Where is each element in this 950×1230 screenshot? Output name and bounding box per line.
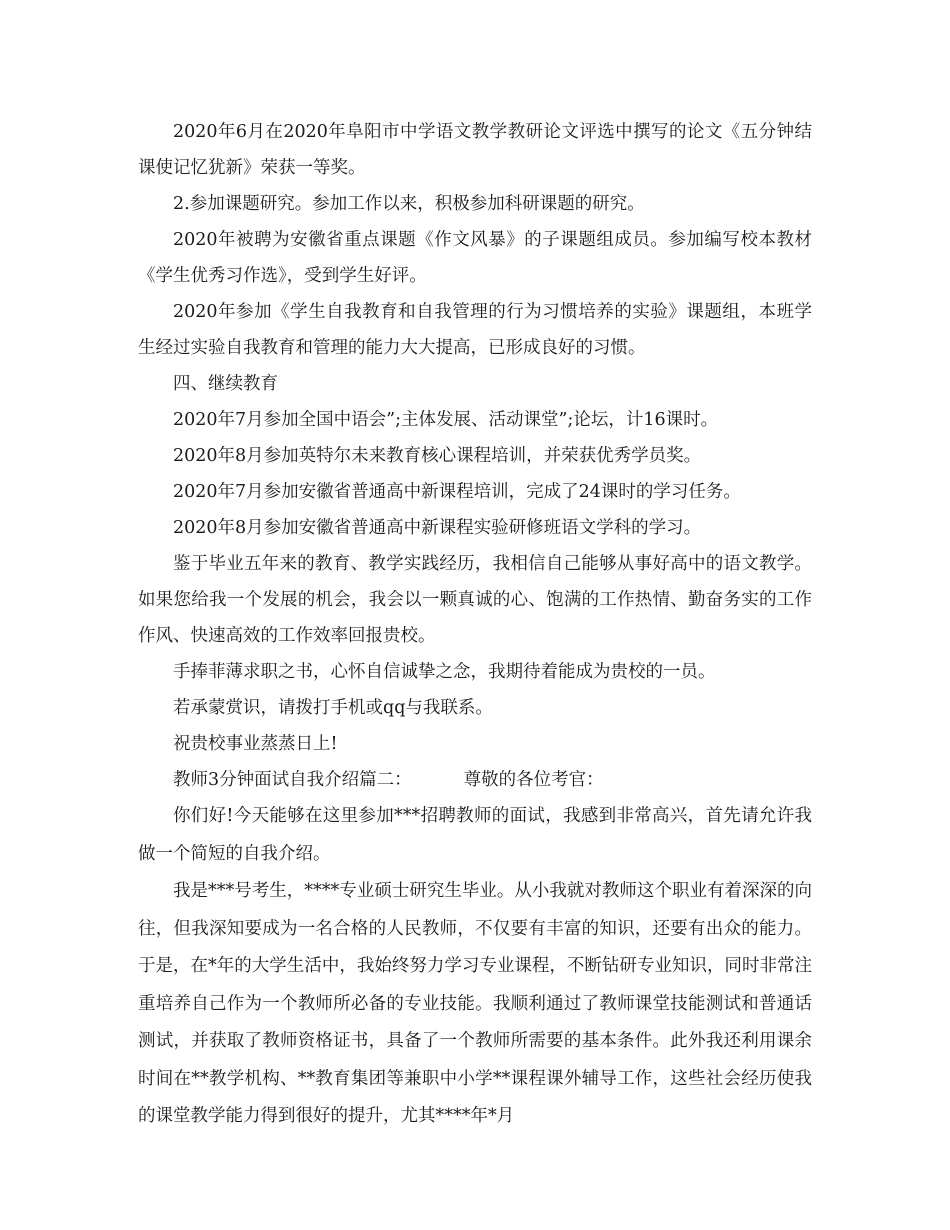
paragraph-habit-experiment: 2020年参加《学生自我教育和自我管理的行为习惯培养的实验》课题组，本班学生经过实验自我教育和管理的能力大大提高，已形成良好的习惯。	[138, 302, 812, 358]
paragraph-closing-2: 若承蒙赏识，请拨打手机或qq与我联系。	[173, 698, 493, 718]
paragraph-section-two-title	[138, 762, 812, 798]
paragraph-training-3: 2020年7月参加安徽省普通高中新课程培训，完成了24课时的学习任务。	[173, 482, 741, 502]
paragraph-training-2: 2020年8月参加英特尔未来教育核心课程培训，并荣获优秀学员奖。	[173, 446, 702, 466]
paragraph-research-heading: 2.参加课题研究。参加工作以来，积极参加科研课题的研究。	[173, 194, 645, 214]
paragraph-training-1: 2020年7月参加全国中语会”;主体发展、活动课堂”;论坛，计16课时。	[173, 410, 719, 430]
paragraph-closing-3: 祝贵校事业蒸蒸日上!	[173, 734, 338, 754]
paragraph-training-4: 2020年8月参加安徽省普通高中新课程实验研修班语文学科的学习。	[173, 518, 702, 538]
paragraph-self-introduction: 我是***号考生，****专业硕士研究生毕业。从小我就对教师这个职业有着深深的向往，但我深知要成为一名合格的人民教师，不仅要有丰富的知识，还要有出众的能力。于是，在*年的大学生活中，我始终努力学习专业课程，不断钻研专业知识，同时非常注重培养自己作为一个教师所必备的专业技能。我顺利通过了教师课堂技能测试和普通话测试，并获取了教师资格证书，具备了一个教师所需要的基本条件。此外我还利用课余时间在**教学机构、**教育集团等兼职中小学**课程课外辅导工作，这些社会经历使我的课堂教学能力得到很好的提升，尤其****年*月	[138, 881, 812, 1126]
paragraph-greeting: 你们好!今天能够在这里参加***招聘教师的面试，我感到非常高兴，首先请允许我做一个简短的自我介绍。	[138, 806, 812, 864]
paragraph-key-project: 2020年被聘为安徽省重点课题《作文风暴》的子课题组成员。参加编写校本教材《学生优秀习作选》，受到学生好评。	[138, 230, 812, 286]
paragraph-paper-award: 2020年6月在2020年阜阳市中学语文教学教研论文评选中撰写的论文《五分钟结课使记忆犹新》荣获一等奖。	[138, 122, 812, 178]
paragraph-summary: 鉴于毕业五年来的教育、教学实践经历，我相信自己能够从事好高中的语文教学。如果您给我一个发展的机会，我会以一颗真诚的心、饱满的工作热情、勤奋务实的工作作风、快速高效的工作效率回报贵校。	[138, 554, 812, 646]
salutation: 尊敬的各位考官：	[463, 770, 604, 790]
paragraph-closing-1: 手捧菲薄求职之书，心怀自信诚挚之念，我期待着能成为贵校的一员。	[173, 662, 716, 682]
document-body	[138, 114, 812, 1136]
section-two-title: 教师3分钟面试自我介绍篇二：	[173, 770, 412, 790]
section-heading-continuing-education: 四、继续教育	[173, 374, 278, 394]
